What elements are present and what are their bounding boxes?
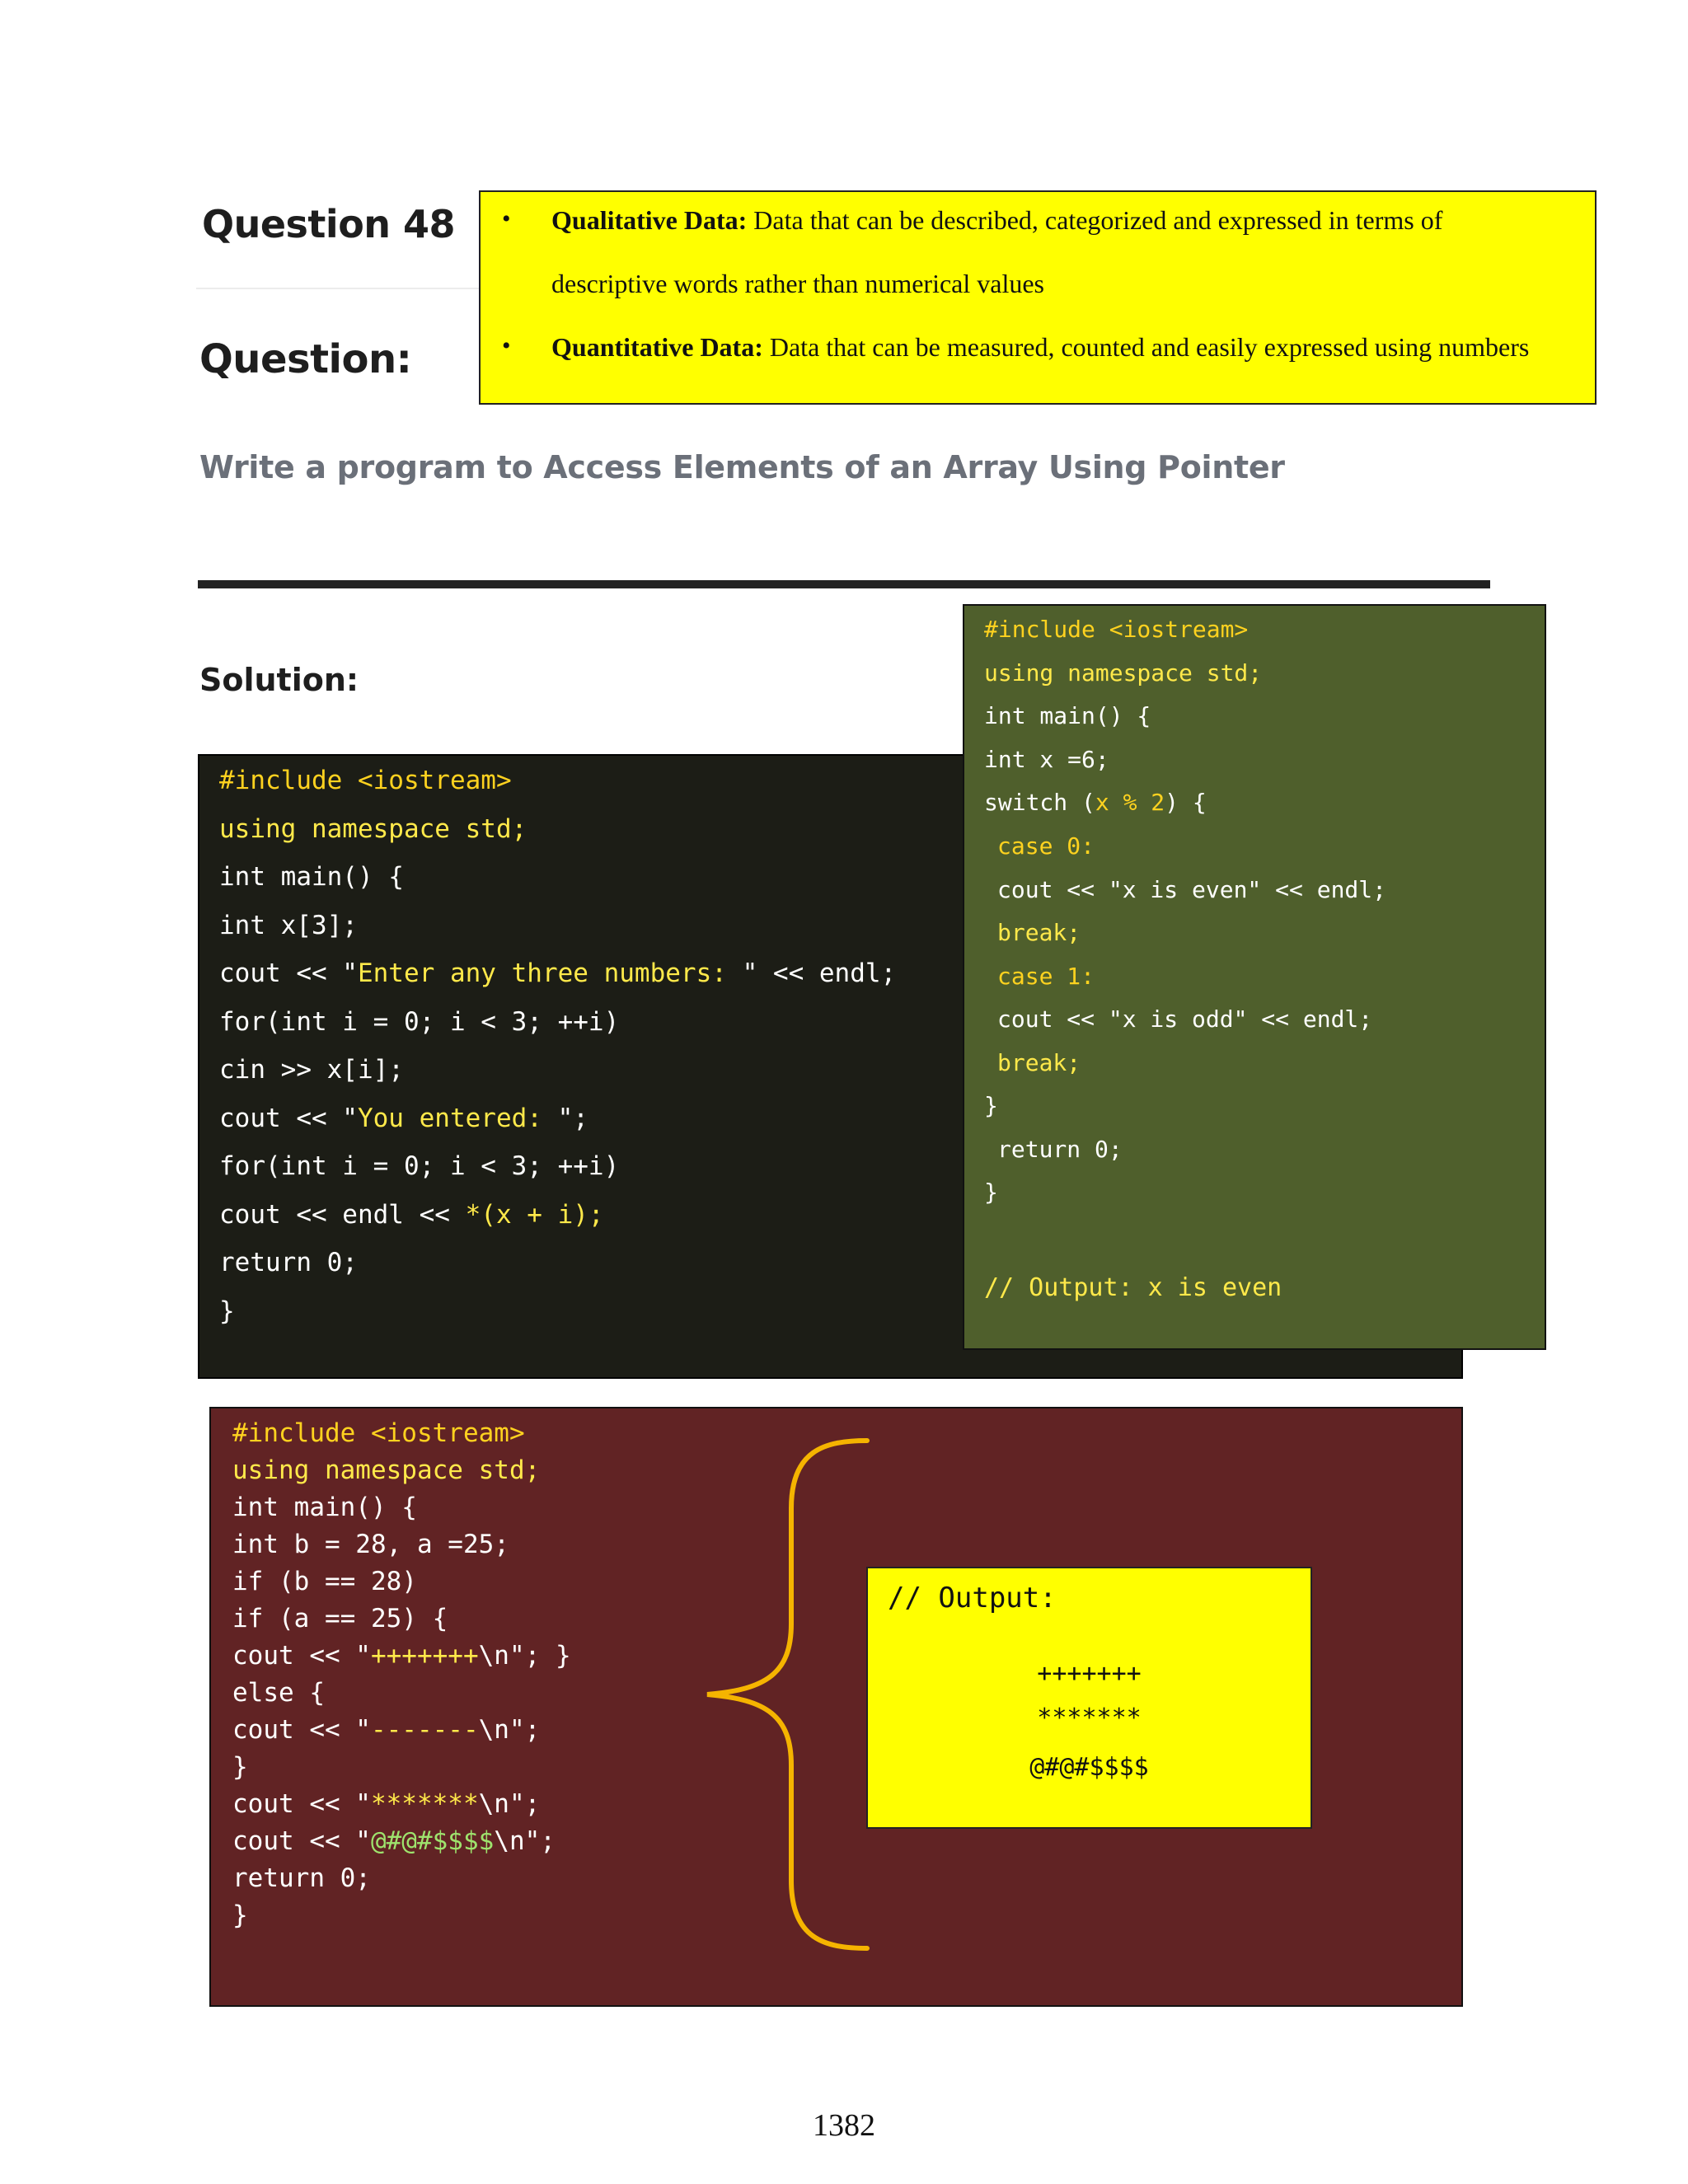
code-line: switch (x % 2) { — [984, 789, 1207, 816]
code-line: break; — [997, 1049, 1081, 1076]
code-line: int main() { — [232, 1493, 417, 1522]
code-line: case 1: — [997, 963, 1095, 990]
code-line: cout << "You entered: "; — [219, 1104, 588, 1133]
bullet: • — [502, 205, 511, 232]
divider-thick — [198, 580, 1490, 588]
definitions-box — [479, 190, 1597, 405]
code-line: cout << "Enter any three numbers: " << endl; — [219, 958, 897, 988]
divider-thin — [196, 288, 481, 289]
code-line: return 0; — [219, 1248, 358, 1277]
definition-text-cont: descriptive words rather than numerical values — [551, 269, 1044, 298]
code-line: if (b == 28) — [232, 1567, 417, 1596]
solution-label: Solution: — [199, 662, 359, 698]
code-line: cout << "x is odd" << endl; — [997, 1005, 1373, 1033]
code-line: for(int i = 0; i < 3; ++i) — [219, 1007, 620, 1037]
code-block-switch — [963, 604, 1546, 1350]
question-label: Question: — [199, 336, 412, 382]
code-line: } — [219, 1296, 235, 1326]
code-line: cin >> x[i]; — [219, 1055, 404, 1085]
code-line: #include <iostream> — [219, 766, 512, 795]
code-line: using namespace std; — [219, 814, 528, 844]
question-number: Question 48 — [202, 202, 456, 246]
code-line: int main() { — [984, 702, 1151, 729]
curly-brace-icon — [701, 1434, 882, 1961]
code-line: cout << endl << *(x + i); — [219, 1200, 604, 1230]
definition-term: Qualitative Data: — [551, 205, 748, 235]
code-line: int x[3]; — [219, 911, 358, 940]
code-line: cout << "x is even" << endl; — [997, 876, 1387, 903]
code-line: return 0; — [232, 1863, 371, 1893]
output-line: ******* — [1037, 1704, 1142, 1732]
code-line: cout << "+++++++\n"; } — [232, 1641, 571, 1671]
output-title: // Output: — [888, 1582, 1057, 1615]
code-line: using namespace std; — [984, 659, 1263, 687]
code-line: break; — [997, 919, 1081, 946]
code-line: cout << "@#@#$$$$\n"; — [232, 1826, 556, 1856]
code-line: } — [232, 1752, 248, 1782]
code-line: int main() { — [219, 862, 404, 892]
code-line: } — [232, 1900, 248, 1930]
output-box — [866, 1567, 1312, 1829]
definition-text: Data that can be described, categorized and expressed in terms of — [753, 205, 1443, 235]
code-line: else { — [232, 1678, 325, 1708]
code-line: if (a == 25) { — [232, 1604, 448, 1633]
code-line: #include <iostream> — [232, 1418, 525, 1448]
definition-term: Quantitative Data: — [551, 332, 763, 362]
question-text: Write a program to Access Elements of an Array Using Pointer — [199, 449, 1285, 485]
code-line: #include <iostream> — [984, 616, 1249, 643]
page-number: 1382 — [813, 2108, 875, 2143]
bullet: • — [502, 332, 511, 359]
code-line: cout << "*******\n"; — [232, 1789, 541, 1819]
code-line: return 0; — [997, 1136, 1123, 1163]
output-line: @#@#$$$$ — [1029, 1753, 1149, 1782]
code-line: } — [984, 1179, 998, 1206]
code-line: case 0: — [997, 832, 1095, 860]
code-line: int b = 28, a =25; — [232, 1530, 509, 1559]
code-line: for(int i = 0; i < 3; ++i) — [219, 1151, 620, 1181]
code-line: } — [984, 1092, 998, 1119]
code-line: int x =6; — [984, 746, 1109, 773]
code-comment: // Output: x is even — [984, 1273, 1282, 1302]
code-line: using namespace std; — [232, 1455, 541, 1485]
code-line: cout << "-------\n"; — [232, 1715, 541, 1745]
definition-text: Data that can be measured, counted and easily expressed using numbers — [769, 332, 1530, 362]
output-line: +++++++ — [1037, 1659, 1142, 1688]
